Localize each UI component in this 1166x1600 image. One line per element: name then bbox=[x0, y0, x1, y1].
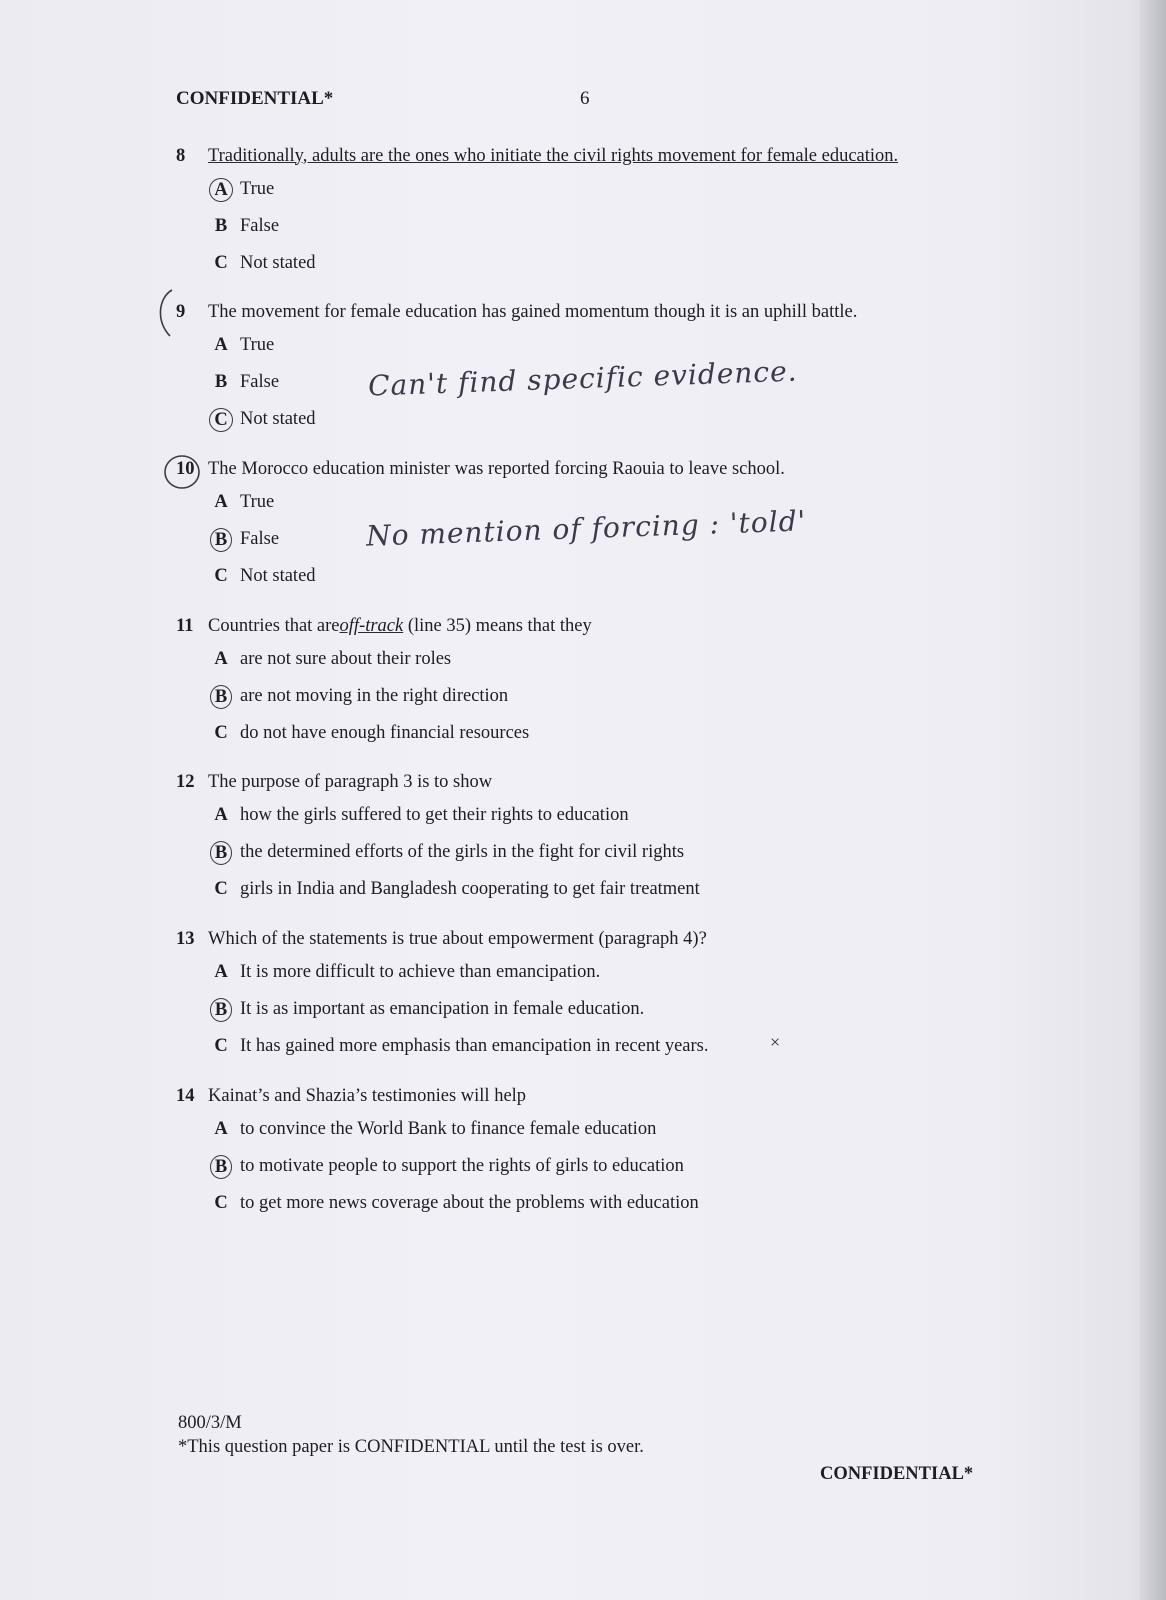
header-confidential: CONFIDENTIAL* bbox=[176, 88, 334, 109]
option-letter: A bbox=[214, 962, 228, 982]
option-a[interactable] bbox=[176, 797, 1016, 834]
pen-circle-icon bbox=[160, 452, 200, 496]
option-b[interactable] bbox=[176, 834, 1016, 871]
pen-bracket-icon bbox=[150, 284, 190, 344]
option-text: It is as important as emancipation in female education. bbox=[240, 999, 645, 1019]
option-a[interactable] bbox=[176, 954, 1016, 991]
option-letter: C bbox=[214, 1193, 228, 1213]
option-letter: C bbox=[214, 723, 228, 743]
option-text: to get more news coverage about the problems with education bbox=[240, 1193, 699, 1213]
cross-mark-icon: × bbox=[770, 1032, 781, 1052]
question-text: The Morocco education minister was reported forcing Raouia to leave school. bbox=[208, 458, 785, 479]
option-text: False bbox=[240, 216, 280, 236]
option-b[interactable] bbox=[176, 678, 1016, 715]
option-c[interactable] bbox=[176, 558, 1016, 595]
option-text: False bbox=[240, 529, 280, 549]
handwritten-note-q10: No mention of forcing : 'told' bbox=[365, 504, 807, 553]
option-letter: C bbox=[214, 566, 228, 586]
question-text: Traditionally, adults are the ones who initiate the civil rights movement for female education. bbox=[208, 145, 899, 166]
question-12 bbox=[176, 767, 1016, 908]
option-a[interactable] bbox=[176, 1111, 1016, 1148]
option-b[interactable] bbox=[176, 991, 1016, 1028]
handwritten-note-q9: Can't find specific evidence. bbox=[367, 354, 799, 403]
option-c[interactable] bbox=[176, 1028, 1016, 1065]
option-letter: B bbox=[214, 372, 228, 392]
option-c[interactable] bbox=[176, 245, 1016, 282]
option-c[interactable] bbox=[176, 1185, 1016, 1222]
answer-circle: B bbox=[210, 841, 232, 865]
question-text: The purpose of paragraph 3 is to show bbox=[208, 771, 493, 792]
option-c[interactable] bbox=[176, 871, 1016, 908]
option-letter: A bbox=[214, 492, 228, 512]
option-c[interactable] bbox=[176, 401, 1016, 438]
footer-confidential: CONFIDENTIAL* bbox=[820, 1464, 974, 1484]
option-letter: C bbox=[214, 1036, 228, 1056]
question-number: 9 bbox=[176, 301, 186, 322]
option-text: do not have enough financial resources bbox=[240, 723, 530, 743]
question-13 bbox=[176, 924, 1016, 1065]
option-text: to convince the World Bank to finance female education bbox=[240, 1119, 657, 1139]
option-text: are not moving in the right direction bbox=[240, 686, 509, 706]
question-text: Kainat’s and Shazia’s testimonies will help bbox=[208, 1085, 527, 1106]
option-a[interactable] bbox=[176, 641, 1016, 678]
question-8 bbox=[176, 141, 1016, 282]
option-letter: A bbox=[214, 335, 228, 355]
paper-code: 800/3/M bbox=[178, 1413, 242, 1433]
question-text: Which of the statements is true about empowerment (paragraph 4)? bbox=[208, 928, 707, 949]
answer-circle: B bbox=[210, 1155, 232, 1179]
option-b[interactable] bbox=[176, 1148, 1016, 1185]
footer-notice: *This question paper is CONFIDENTIAL until the test is over. bbox=[178, 1437, 644, 1457]
question-text-before: Countries that are bbox=[208, 615, 340, 636]
question-11 bbox=[176, 611, 1016, 752]
option-a[interactable] bbox=[176, 171, 1016, 208]
option-letter: A bbox=[214, 805, 228, 825]
answer-circle: C bbox=[209, 408, 232, 432]
option-text: It has gained more emphasis than emancipation in recent years. bbox=[240, 1036, 709, 1056]
option-text: Not stated bbox=[240, 566, 316, 586]
option-letter: B bbox=[214, 216, 228, 236]
option-text: Not stated bbox=[240, 253, 316, 273]
question-number: 13 bbox=[176, 928, 195, 949]
option-text: True bbox=[240, 335, 275, 355]
option-text: True bbox=[240, 179, 275, 199]
option-letter: C bbox=[214, 879, 228, 899]
option-letter: C bbox=[214, 253, 228, 273]
question-number: 8 bbox=[176, 145, 186, 166]
option-c[interactable] bbox=[176, 715, 1016, 752]
question-text: The movement for female education has gained momentum though it is an uphill battle. bbox=[208, 301, 858, 322]
option-letter: A bbox=[214, 649, 228, 669]
question-number: 14 bbox=[176, 1085, 195, 1106]
option-text: False bbox=[240, 372, 280, 392]
option-text: the determined efforts of the girls in the fight for civil rights bbox=[240, 842, 685, 862]
option-a[interactable] bbox=[176, 327, 1016, 364]
option-letter: A bbox=[214, 1119, 228, 1139]
answer-circle: B bbox=[210, 998, 232, 1022]
page-edge-shadow bbox=[1140, 0, 1166, 1600]
option-text: how the girls suffered to get their rights to education bbox=[240, 805, 629, 825]
option-b[interactable] bbox=[176, 208, 1016, 245]
answer-circle: A bbox=[209, 178, 232, 202]
answer-circle: B bbox=[210, 685, 232, 709]
option-text: girls in India and Bangladesh cooperating to get fair treatment bbox=[240, 879, 700, 899]
option-text: Not stated bbox=[240, 409, 316, 429]
option-text: It is more difficult to achieve than emancipation. bbox=[240, 962, 601, 982]
question-number: 11 bbox=[176, 615, 194, 636]
answer-circle: B bbox=[210, 528, 232, 552]
page-number: 6 bbox=[580, 88, 590, 109]
question-number: 12 bbox=[176, 771, 195, 792]
question-14 bbox=[176, 1081, 1016, 1222]
option-text: are not sure about their roles bbox=[240, 649, 452, 669]
question-text-italic: off-track bbox=[339, 615, 404, 636]
option-text: to motivate people to support the rights of girls to education bbox=[240, 1156, 684, 1176]
question-text-after: (line 35) means that they bbox=[403, 615, 592, 636]
question-number: 10 bbox=[176, 458, 195, 479]
option-text: True bbox=[240, 492, 275, 512]
